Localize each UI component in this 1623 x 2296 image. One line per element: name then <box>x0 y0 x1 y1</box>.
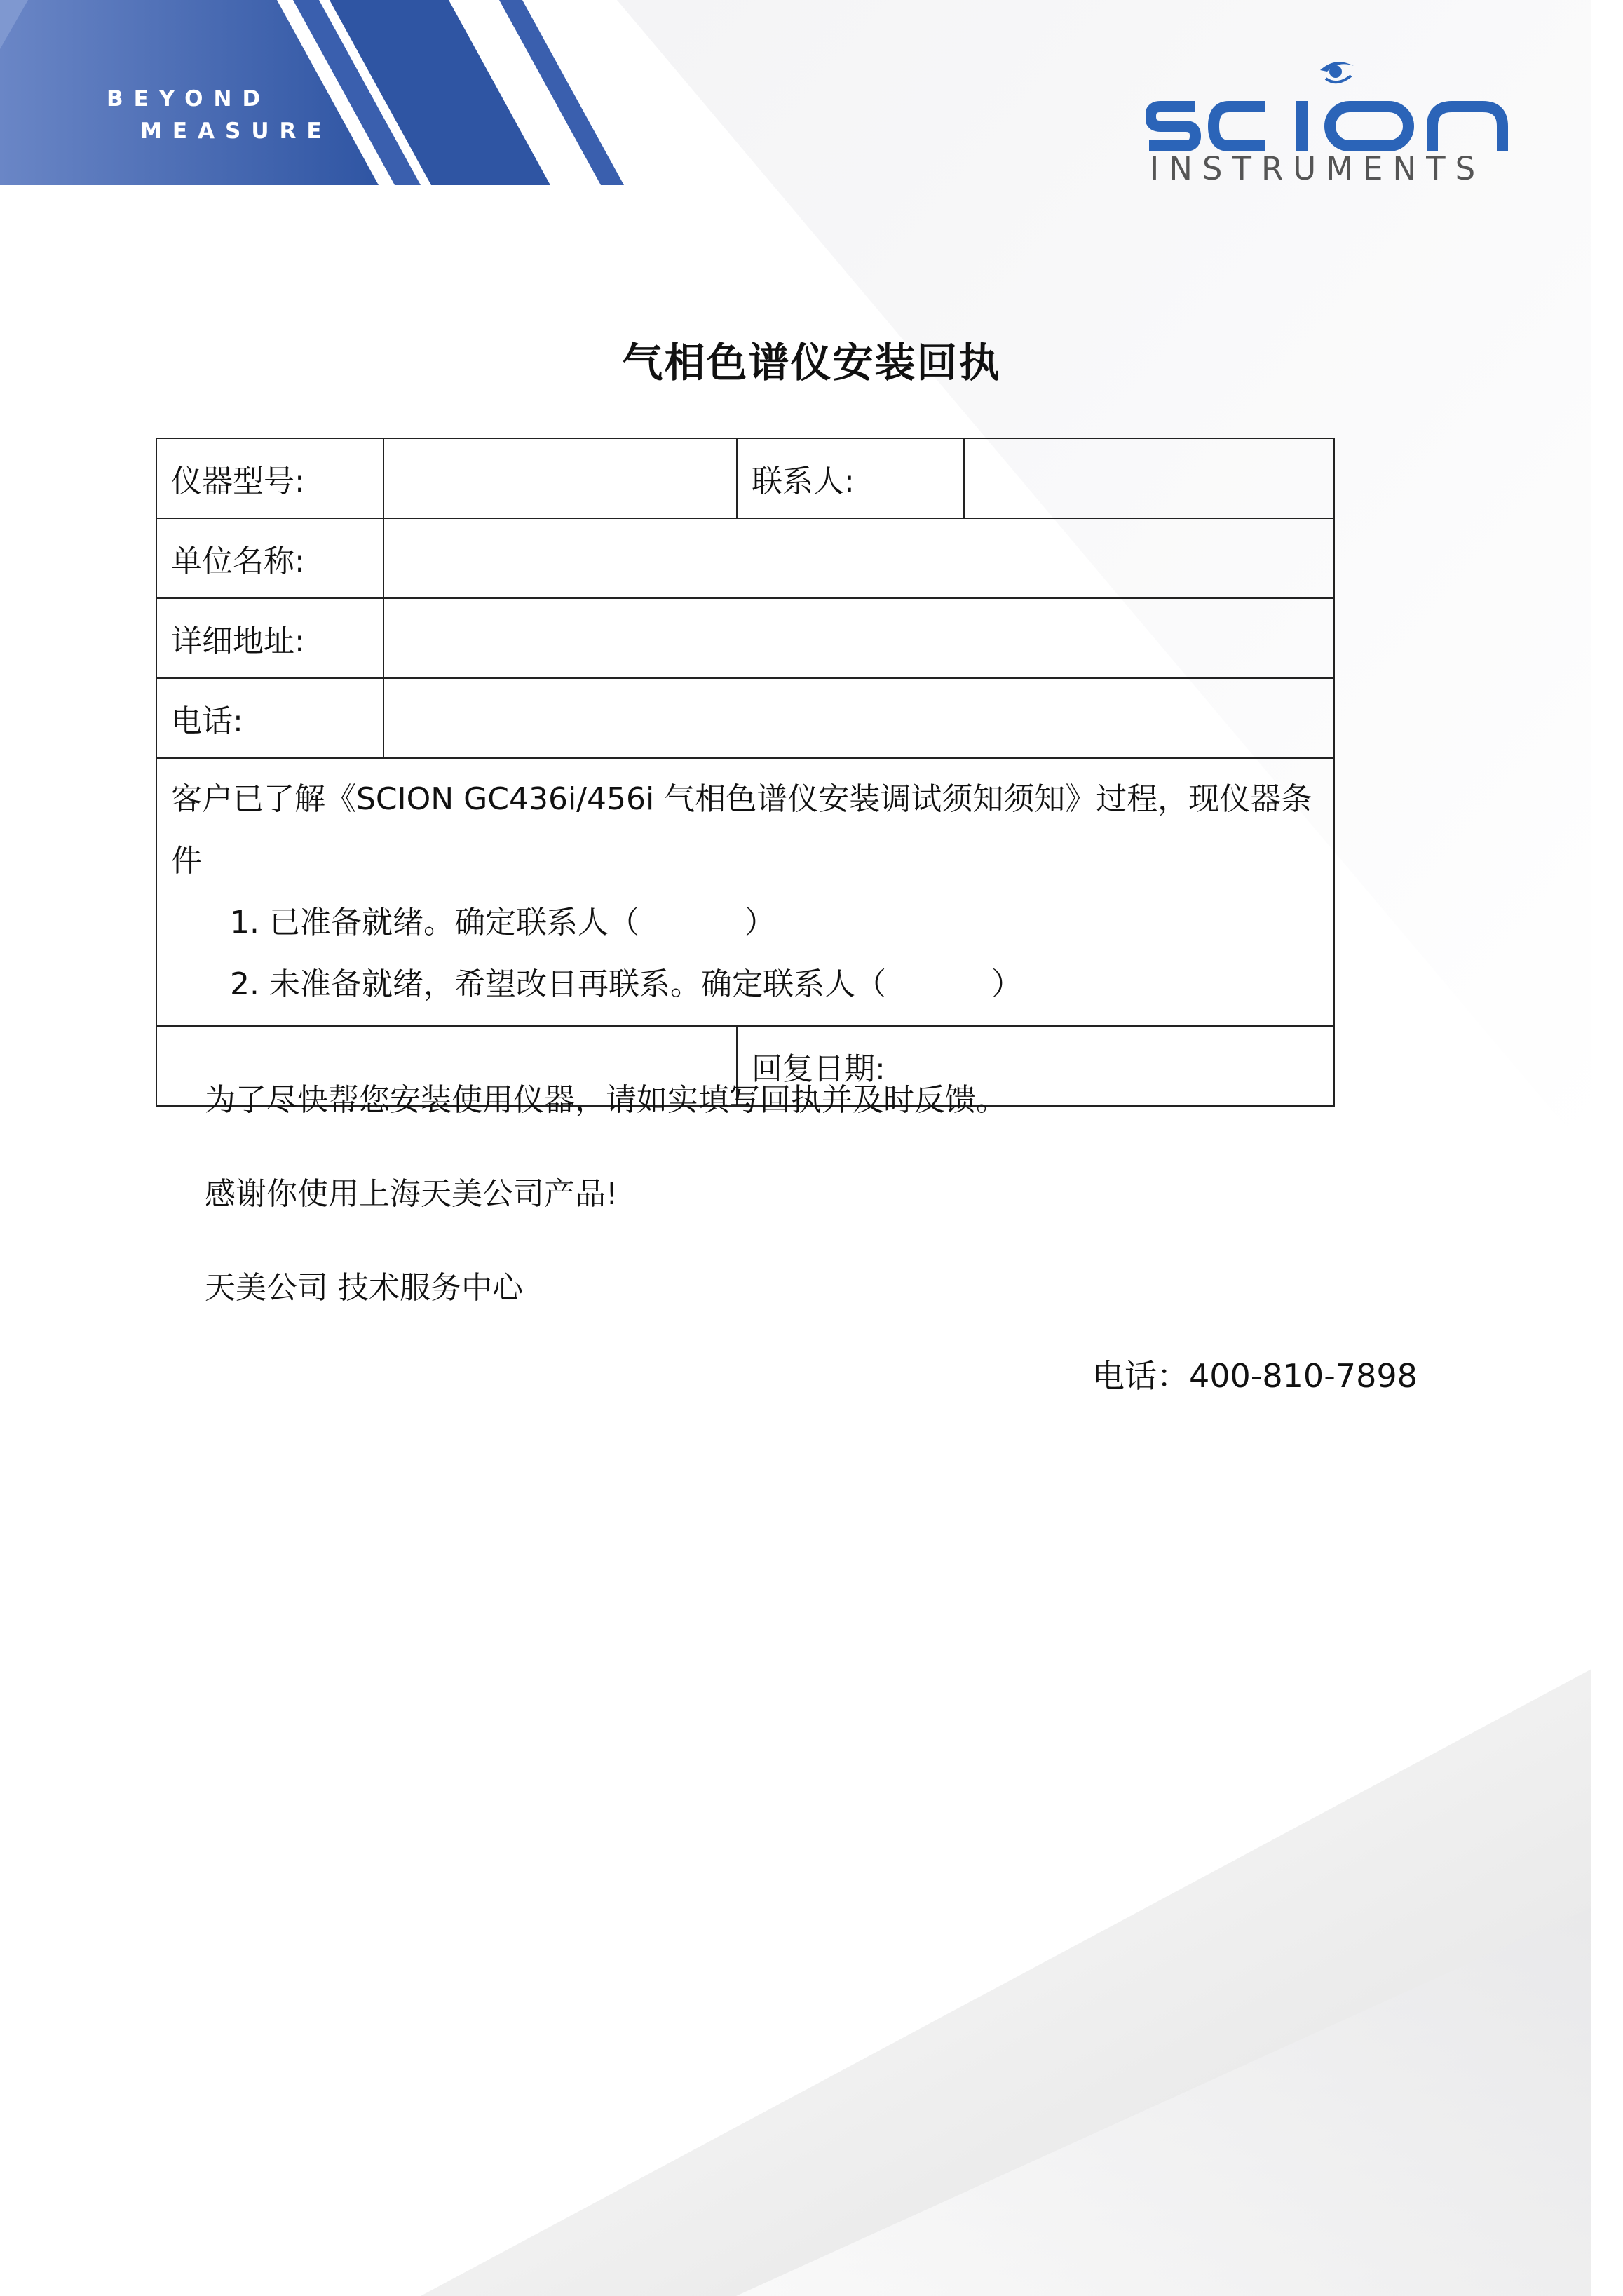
address-field[interactable] <box>383 598 1334 678</box>
option-not-ready-close: ） <box>991 966 1022 1002</box>
contact-field[interactable] <box>964 438 1334 518</box>
unit-label: 单位名称: <box>156 518 383 598</box>
contact-label: 联系人: <box>737 438 964 518</box>
tagline-line-1: BEYOND <box>107 86 271 112</box>
option-ready-close: ） <box>744 905 775 940</box>
logo-subtitle: INSTRUMENTS <box>1150 150 1486 187</box>
form-row-notice <box>156 758 1334 1026</box>
installation-receipt-form <box>156 438 1335 1107</box>
address-label: 详细地址: <box>156 598 383 678</box>
tagline-line-2: MEASURE <box>140 119 332 144</box>
brand-tagline <box>107 83 332 147</box>
form-row-phone <box>156 678 1334 758</box>
footer-note-3: 天美公司 技术服务中心 <box>205 1270 523 1306</box>
service-phone: 电话：400-810-7898 <box>1092 1357 1418 1395</box>
model-field[interactable] <box>383 438 737 518</box>
notice-cell <box>156 758 1334 1026</box>
form-row-unit <box>156 518 1334 598</box>
notice-text: 客户已了解《SCION GC436i/456i 气相色谱仪安装调试须知须知》过程，现仪器条件 <box>171 781 1312 879</box>
form-row-address <box>156 598 1334 678</box>
page-title: 气相色谱仪安装回执 <box>622 339 1001 386</box>
footer-note-2: 感谢你使用上海天美公司产品! <box>205 1176 618 1212</box>
logo-eye-icon <box>1320 62 1354 82</box>
footer-note-1: 为了尽快帮您安装使用仪器，请如实填写回执并及时反馈。 <box>205 1082 1007 1118</box>
reply-date-label: 回复日期: <box>752 1051 885 1087</box>
option-not-ready-label: 2. 未准备就绪，希望改日再联系。确定联系人（ <box>230 966 886 1002</box>
model-label: 仪器型号: <box>156 438 383 518</box>
option-ready <box>171 892 1319 954</box>
phone-label: 电话: <box>156 678 383 758</box>
option-ready-label: 1. 已准备就绪。确定联系人（ <box>230 905 639 940</box>
unit-field[interactable] <box>383 518 1334 598</box>
phone-field[interactable] <box>383 678 1334 758</box>
option-not-ready <box>171 954 1319 1015</box>
form-row-model <box>156 438 1334 518</box>
